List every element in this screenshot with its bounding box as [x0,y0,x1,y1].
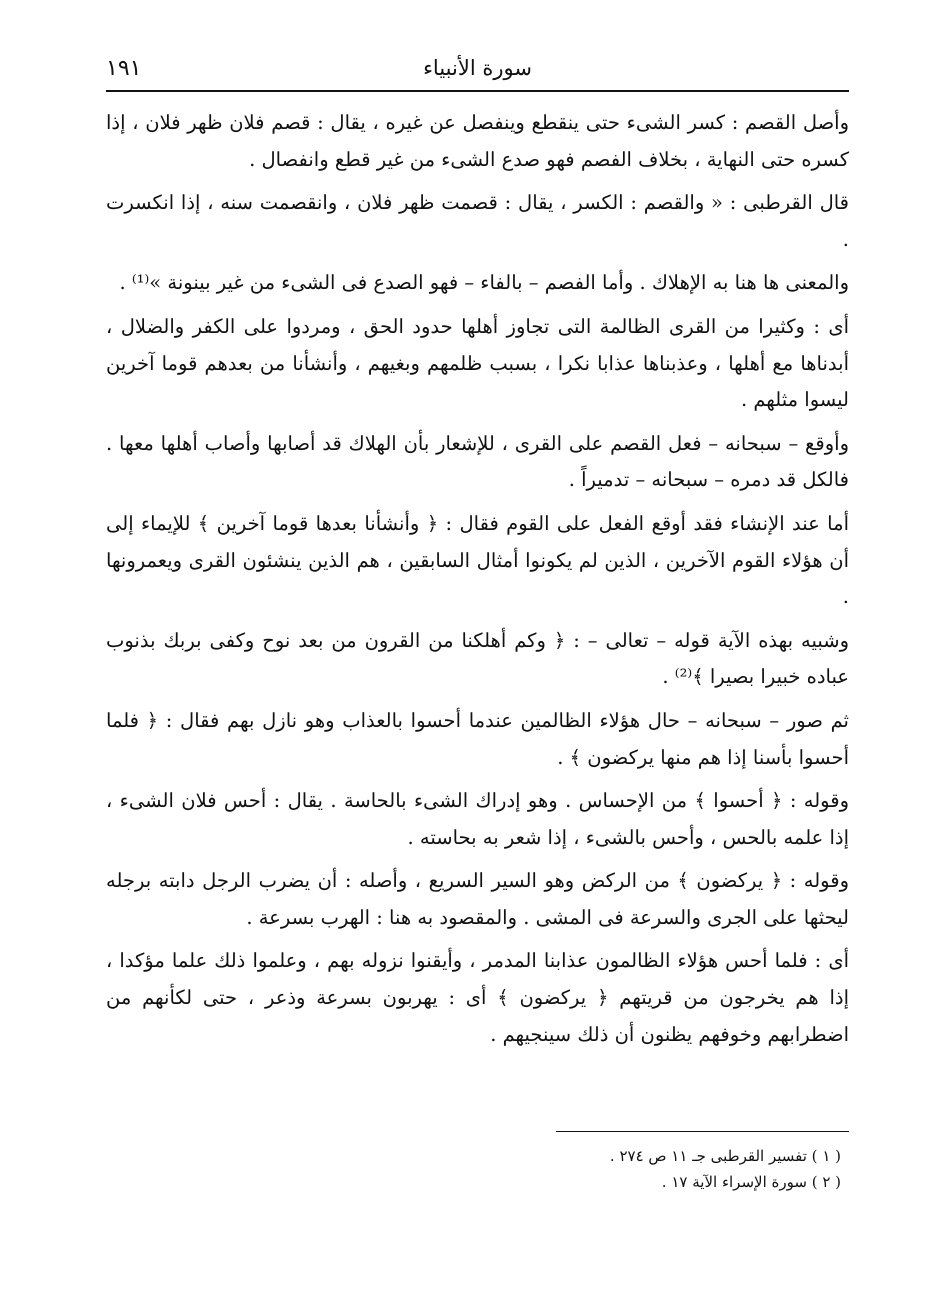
paragraph: وقوله : ﴿ يركضون ﴾ من الركض وهو السير السريع ، وأصله : أن يضرب الرجل دابته برجله ليحثها على الجرى والسرعة فى المشى . والمقصود به هنا : الهرب بسرعة . [106,869,849,929]
footnote-rule [556,1131,849,1132]
running-title: سورة الأنبياء [423,56,532,80]
footnote: ( ١ ) تفسير القرطبى جـ ١١ ص ٢٧٤ . [609,1147,841,1165]
footnote: ( ٢ ) سورة الإسراء الآية ١٧ . [661,1173,841,1191]
paragraph: وشبيه بهذه الآية قوله – تعالى – : ﴿ وكم أهلكنا من القرون من بعد نوح وكفى بربك بذنوب عباده خبيرا بصيرا ﴾⁽²⁾ . [106,628,849,689]
paragraph: والمعنى ها هنا به الإهلاك . وأما الفصم – بالفاء – فهو الصدع فى الشىء من غير بينونة »⁽¹⁾ . [119,271,849,295]
paragraph: وأصل القصم : كسر الشىء حتى ينقطع وينفصل عن غيره ، يقال : قصم فلان ظهر فلان ، إذا كسره حتى النهاية ، بخلاف الفصم فهو صدع الشىء من غير قطع وانفصال . [106,111,849,171]
page-body [106,105,849,1060]
paragraph: أى : وكثيرا من القرى الظالمة التى تجاوز أهلها حدود الحق ، ومردوا على الكفر والضلال ، أبدناها مع أهلها ، وعذبناها عذابا نكرا ، بسبب ظلمهم وبغيهم ، وأنشأنا من بعدهم قوما آخرين ليسوا مثلهم . [106,314,849,412]
paragraph: وأوقع – سبحانه – فعل القصم على القرى ، للإشعار بأن الهلاك قد أصابها وأصاب أهلها معها . فالكل قد دمره – سبحانه – تدميراً . [106,431,849,492]
header-rule [106,90,849,92]
page-number: ١٩١ [106,56,142,81]
paragraph: أما عند الإنشاء فقد أوقع الفعل على القوم فقال : ﴿ وأنشأنا بعدها قوما آخرين ﴾ للإيماء إلى أن هؤلاء القوم الآخرين ، الذين لم يكونوا أمثال السابقين ، هم الذين ينشئون القرى ويعمرونها . [106,511,849,609]
footnotes [106,1143,841,1195]
paragraph: وقوله : ﴿ أحسوا ﴾ من الإحساس . وهو إدراك الشىء بالحاسة . يقال : أحس فلان الشىء ، إذا علمه بالحس ، وأحس بالشىء ، إذا شعر به بحاسته . [106,789,849,849]
paragraph: أى : فلما أحس هؤلاء الظالمون عذابنا المدمر ، وأيقنوا نزوله بهم ، وعلموا ذلك علما مؤكدا ، إذا هم يخرجون من قريتهم ﴿ يركضون ﴾ أى : يهربون بسرعة وذعر ، حتى لكأنهم من اضطرابهم وخوفهم يظنون أن ذلك سينجيهم . [106,949,849,1046]
paragraph: قال القرطبى : « والقصم : الكسر ، يقال : قصمت ظهر فلان ، وانقصمت سنه ، إذا انكسرت . [106,191,849,251]
page-header [106,50,849,88]
paragraph: ثم صور – سبحانه – حال هؤلاء الظالمين عندما أحسوا بالعذاب وهو نازل بهم فقال : ﴿ فلما أحسوا بأسنا إذا هم منها يركضون ﴾ . [106,708,849,769]
